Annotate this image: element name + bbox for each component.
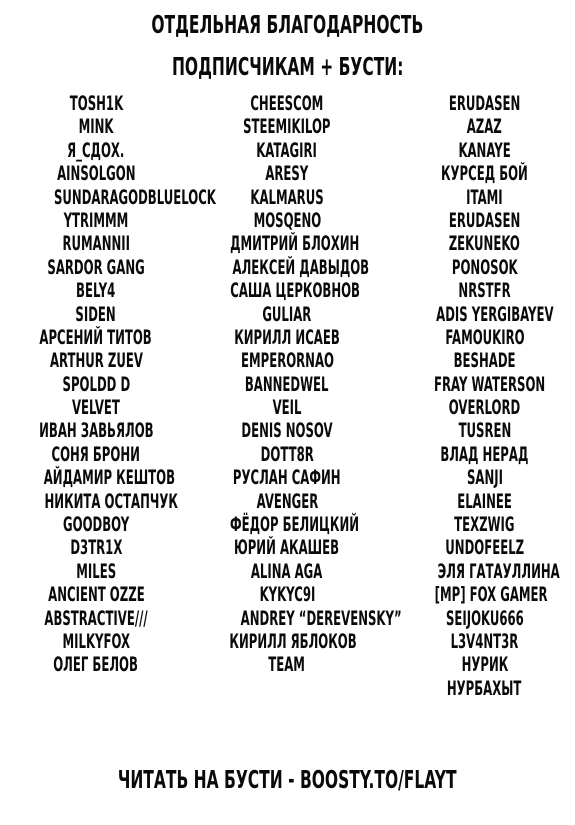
supporter-name bbox=[397, 256, 572, 279]
supporter-name-text: СОНЯ БРОНИ bbox=[51, 442, 141, 466]
supporter-name bbox=[0, 419, 192, 442]
supporter-name-text: SPOLDD D bbox=[62, 372, 130, 396]
supporter-name-text: НУРИК bbox=[461, 653, 508, 677]
supporter-name bbox=[187, 630, 387, 653]
supporter-name bbox=[187, 373, 387, 396]
supporter-name-text: KATAGIRI bbox=[256, 138, 318, 162]
supporter-name-text: YTRIMMM bbox=[63, 208, 129, 232]
supporter-name-text: DOTT8R bbox=[260, 442, 314, 466]
names-column-2 bbox=[187, 92, 402, 677]
supporter-name bbox=[187, 606, 402, 630]
supporter-name bbox=[0, 653, 192, 676]
supporter-name-text: АЛЕКСЕЙ ДАВЫДОВ bbox=[232, 255, 370, 279]
names-column-3 bbox=[397, 92, 572, 700]
supporter-name bbox=[397, 232, 572, 255]
supporter-name bbox=[187, 186, 387, 209]
supporter-name-text: MINK bbox=[78, 115, 114, 139]
supporter-name bbox=[187, 536, 387, 559]
supporter-name-text: STEEMIKILOP bbox=[243, 115, 331, 139]
supporter-name-text: GOODBOY bbox=[62, 513, 130, 537]
supporter-name-text: ФЁДОР БЕЛИЦКИЙ bbox=[230, 513, 360, 537]
supporter-name-text: DENIS NOSOV bbox=[241, 419, 333, 443]
names-column-1 bbox=[0, 92, 216, 677]
supporter-name bbox=[397, 443, 572, 466]
supporter-name-text: BELY4 bbox=[76, 279, 116, 303]
footer-text: ЧИТАТЬ НА БУСТИ - BOOSTY.TO/FLAYT bbox=[118, 765, 457, 794]
supporter-name-text: BESHADE bbox=[453, 349, 516, 373]
supporter-name-text: ЭЛЯ ГАТАУЛЛИНА bbox=[437, 559, 560, 583]
supporter-name bbox=[0, 349, 192, 372]
supporter-name-text: UNDOFEELZ bbox=[445, 536, 524, 560]
supporter-name bbox=[187, 466, 387, 489]
supporter-name-text: MOSQENO bbox=[253, 208, 321, 232]
supporter-name-text: GULIAR bbox=[262, 302, 312, 326]
supporter-name-text: ЮРИЙ АКАШЕВ bbox=[234, 536, 340, 560]
supporter-name bbox=[397, 303, 572, 326]
supporter-name bbox=[187, 326, 387, 349]
supporter-name bbox=[0, 185, 216, 209]
supporter-name bbox=[187, 653, 387, 676]
supporter-name bbox=[187, 279, 387, 302]
supporter-name bbox=[397, 92, 572, 115]
supporter-name bbox=[0, 536, 192, 559]
supporter-name bbox=[397, 186, 572, 209]
supporter-name-text: АРСЕНИЙ ТИТОВ bbox=[39, 325, 153, 349]
supporter-name bbox=[397, 209, 572, 232]
supporter-name bbox=[397, 536, 572, 559]
supporter-name bbox=[0, 162, 192, 185]
supporter-name-text: ZEKUNEKO bbox=[448, 232, 521, 256]
supporter-name bbox=[187, 256, 387, 279]
supporter-name bbox=[187, 419, 387, 442]
supporter-name-text: RUMANNII bbox=[62, 232, 130, 256]
supporter-name bbox=[0, 490, 192, 513]
supporter-name bbox=[0, 232, 192, 255]
supporter-name bbox=[0, 92, 192, 115]
supporter-name-text: TOSH1K bbox=[69, 92, 123, 115]
supporter-name-text: ERUDASEN bbox=[448, 92, 521, 115]
supporter-name-text: ALINA AGA bbox=[251, 559, 323, 583]
supporter-name-text: SUNDARAGODBLUELOCK bbox=[53, 185, 216, 209]
supporter-name bbox=[187, 583, 387, 606]
supporter-name-text: L3V4NT3R bbox=[450, 629, 519, 653]
supporter-name bbox=[187, 139, 387, 162]
supporter-name-text: TEAM bbox=[268, 653, 306, 677]
supporter-name-text: КИРИЛЛ ЯБЛОКОВ bbox=[229, 629, 357, 653]
supporter-name-text: OVERLORD bbox=[448, 396, 521, 420]
title-line-2 bbox=[0, 52, 575, 82]
supporter-name-text: TEXZWIG bbox=[454, 513, 515, 537]
supporter-name bbox=[397, 630, 572, 653]
supporter-name-text: ARESY bbox=[265, 162, 309, 186]
supporter-name-text: НИКИТА ОСТАПЧУК bbox=[44, 489, 178, 513]
supporter-name-text: D3TR1X bbox=[69, 536, 123, 560]
supporter-name-text: KALMARUS bbox=[250, 185, 324, 209]
supporter-name bbox=[397, 653, 572, 676]
supporter-name bbox=[187, 115, 387, 138]
supporter-name bbox=[187, 513, 387, 536]
supporter-name-text: ARTHUR ZUEV bbox=[49, 349, 143, 373]
supporter-name-text: EMPERORNAO bbox=[240, 349, 334, 373]
supporter-name-text: TUSREN bbox=[458, 419, 511, 443]
supporter-name-text: AINSOLGON bbox=[56, 162, 136, 186]
supporter-name bbox=[187, 396, 387, 419]
supporter-name-text: ANDREY “DEREVENSKY” bbox=[240, 606, 402, 630]
supporter-name-text: KYKYC9I bbox=[259, 583, 315, 607]
supporter-name-text: MILES bbox=[76, 559, 116, 583]
supporter-name-text: KANAYE bbox=[458, 138, 511, 162]
supporter-name bbox=[0, 607, 192, 630]
supporter-name bbox=[0, 560, 192, 583]
supporter-name bbox=[0, 326, 192, 349]
supporter-name bbox=[0, 279, 192, 302]
supporter-name-text: VELVET bbox=[72, 396, 120, 420]
supporter-name-text: ОЛЕГ БЕЛОВ bbox=[53, 653, 139, 677]
supporter-name bbox=[0, 115, 192, 138]
supporter-name bbox=[187, 92, 387, 115]
supporter-name-text: FRAY WATERSON bbox=[434, 372, 546, 396]
supporter-name-text: КУРСЕД БОЙ bbox=[441, 162, 528, 186]
title-line-1-text: ОТДЕЛЬНАЯ БЛАГОДАРНОСТЬ bbox=[151, 10, 424, 39]
supporter-name bbox=[397, 162, 572, 185]
supporter-name bbox=[0, 209, 192, 232]
supporter-name-text: SARDOR GANG bbox=[47, 255, 145, 279]
supporter-name bbox=[397, 419, 572, 442]
supporter-name-text: MILKYFOX bbox=[62, 629, 130, 653]
supporter-name-text: ADIS YERGIBAYEV bbox=[436, 302, 554, 326]
supporter-name-text: ANCIENT OZZE bbox=[47, 583, 145, 607]
supporter-name bbox=[397, 139, 572, 162]
supporter-name bbox=[187, 349, 387, 372]
supporter-name-text: CHEESCOM bbox=[250, 92, 324, 115]
supporter-name bbox=[0, 396, 192, 419]
supporter-name-text: ВЛАД НЕРАД bbox=[440, 442, 529, 466]
title-line-1 bbox=[0, 10, 575, 40]
supporter-name bbox=[397, 115, 572, 138]
supporter-name bbox=[397, 560, 572, 583]
supporter-name bbox=[397, 607, 572, 630]
supporter-name-text: РУСЛАН САФИН bbox=[233, 466, 341, 490]
supporter-name bbox=[187, 209, 387, 232]
supporter-name-text: АЙДАМИР КЕШТОВ bbox=[43, 466, 176, 490]
supporter-name-text: [MP] FOX GAMER bbox=[434, 583, 548, 607]
supporter-name bbox=[187, 490, 387, 513]
supporter-name-text: AZAZ bbox=[466, 115, 503, 139]
supporter-name bbox=[397, 490, 572, 513]
supporter-name bbox=[0, 513, 192, 536]
supporter-name bbox=[397, 677, 572, 700]
supporter-name bbox=[0, 256, 192, 279]
supporter-name-text: SEIJOKU666 bbox=[445, 606, 524, 630]
supporter-name-text: ELAINEE bbox=[457, 489, 512, 513]
supporter-name-text: НУРБАХЫТ bbox=[447, 676, 522, 700]
supporter-name bbox=[0, 583, 192, 606]
supporter-name-text: PONOSOK bbox=[451, 255, 518, 279]
supporter-name bbox=[397, 513, 572, 536]
supporter-name-text: FAMOUKIRO bbox=[444, 325, 525, 349]
supporter-name-text: Я_СДОХ. bbox=[67, 138, 125, 162]
supporter-name-text: SIDEN bbox=[75, 302, 117, 326]
supporter-name bbox=[0, 443, 192, 466]
supporter-name bbox=[397, 373, 572, 396]
supporter-name bbox=[0, 373, 192, 396]
supporter-name-text: SANJI bbox=[466, 466, 503, 490]
supporter-name bbox=[0, 303, 192, 326]
supporter-name bbox=[187, 303, 387, 326]
footer bbox=[0, 765, 575, 795]
supporter-name bbox=[397, 583, 572, 606]
supporter-name-text: КИРИЛЛ ИСАЕВ bbox=[234, 325, 340, 349]
supporter-name-text: ДМИТРИЙ БЛОХИН bbox=[230, 232, 360, 256]
supporter-name bbox=[0, 466, 192, 489]
supporter-name bbox=[397, 396, 572, 419]
supporter-name-text: ITAMI bbox=[466, 185, 503, 209]
supporter-name bbox=[397, 349, 572, 372]
supporter-name-text: AVENGER bbox=[256, 489, 318, 513]
title-line-2-text: ПОДПИСЧИКАМ + БУСТИ: bbox=[171, 52, 404, 81]
supporter-name bbox=[187, 232, 387, 255]
supporter-name bbox=[0, 139, 192, 162]
supporter-name-text: САША ЦЕРКОВНОВ bbox=[230, 279, 360, 303]
supporter-name-text: NRSTFR bbox=[458, 279, 511, 303]
supporter-name-text: VEIL bbox=[272, 396, 302, 420]
supporter-name-text: BANNEDWEL bbox=[245, 372, 329, 396]
supporter-name bbox=[397, 326, 572, 349]
supporter-name bbox=[397, 279, 572, 302]
supporter-name bbox=[187, 443, 387, 466]
supporter-name-text: ИВАН ЗАВЬЯЛОВ bbox=[38, 419, 154, 443]
supporter-name-text: ERUDASEN bbox=[448, 208, 521, 232]
supporter-name-text: ABSTRACTIVE/// bbox=[44, 606, 148, 630]
supporter-name bbox=[397, 466, 572, 489]
supporter-name bbox=[187, 162, 387, 185]
supporter-name bbox=[187, 560, 387, 583]
supporter-name bbox=[0, 630, 192, 653]
